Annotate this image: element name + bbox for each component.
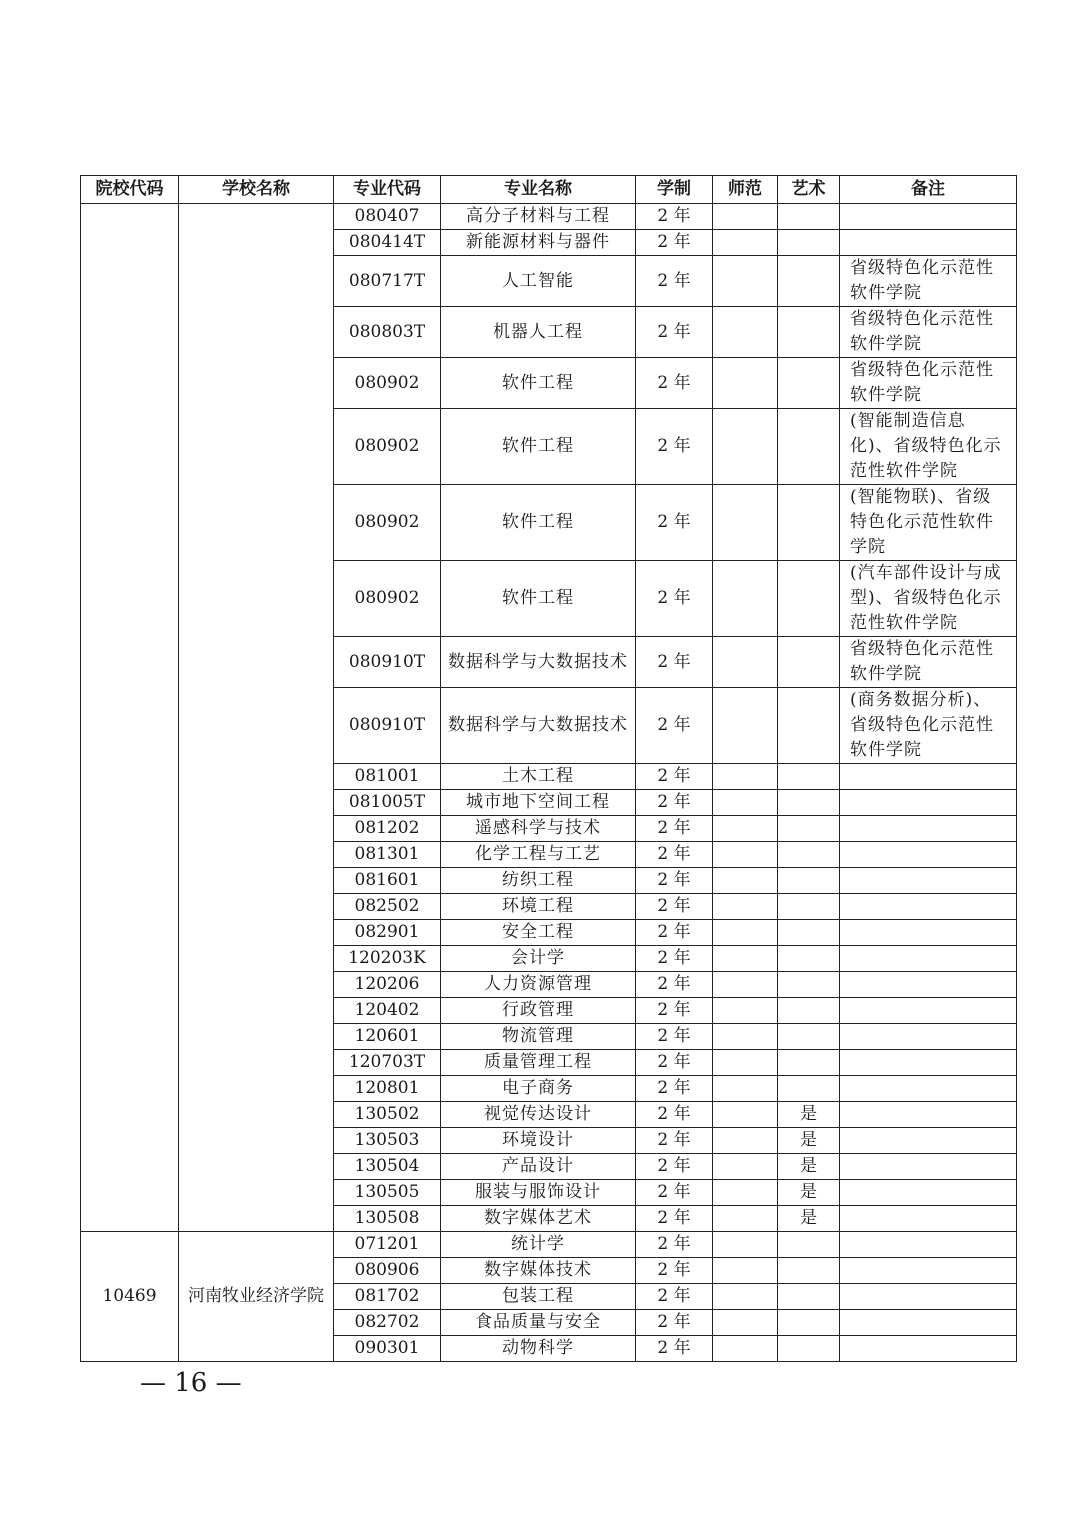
note-cell xyxy=(840,1336,1017,1362)
major-name-cell: 环境设计 xyxy=(441,1128,636,1154)
page-number: — 16 — xyxy=(140,1368,242,1398)
major-code-cell: 071201 xyxy=(334,1232,441,1258)
duration-cell: 2 年 xyxy=(636,998,713,1024)
major-name-cell: 质量管理工程 xyxy=(441,1050,636,1076)
note-cell xyxy=(840,842,1017,868)
art-cell xyxy=(778,998,840,1024)
note-cell: (智能制造信息化)、省级特色化示范性软件学院 xyxy=(840,409,1017,485)
duration-cell: 2 年 xyxy=(636,1024,713,1050)
header-school-name: 学校名称 xyxy=(179,176,334,204)
normal-cell xyxy=(713,1154,778,1180)
major-name-cell: 数据科学与大数据技术 xyxy=(441,688,636,764)
art-cell xyxy=(778,230,840,256)
duration-cell: 2 年 xyxy=(636,1232,713,1258)
normal-cell xyxy=(713,1336,778,1362)
major-name-cell: 人力资源管理 xyxy=(441,972,636,998)
duration-cell: 2 年 xyxy=(636,868,713,894)
major-code-cell: 081005T xyxy=(334,790,441,816)
major-code-cell: 082901 xyxy=(334,920,441,946)
art-cell xyxy=(778,485,840,561)
duration-cell: 2 年 xyxy=(636,204,713,230)
normal-cell xyxy=(713,230,778,256)
duration-cell: 2 年 xyxy=(636,920,713,946)
art-cell xyxy=(778,358,840,409)
note-cell xyxy=(840,1232,1017,1258)
major-name-cell: 软件工程 xyxy=(441,409,636,485)
note-cell: (商务数据分析)、省级特色化示范性软件学院 xyxy=(840,688,1017,764)
normal-cell xyxy=(713,256,778,307)
art-cell: 是 xyxy=(778,1128,840,1154)
major-code-cell: 120402 xyxy=(334,998,441,1024)
major-code-cell: 080414T xyxy=(334,230,441,256)
header-normal: 师范 xyxy=(713,176,778,204)
header-art: 艺术 xyxy=(778,176,840,204)
normal-cell xyxy=(713,764,778,790)
duration-cell: 2 年 xyxy=(636,358,713,409)
major-code-cell: 080902 xyxy=(334,561,441,637)
major-code-cell: 080902 xyxy=(334,409,441,485)
normal-cell xyxy=(713,485,778,561)
normal-cell xyxy=(713,894,778,920)
major-name-cell: 数字媒体艺术 xyxy=(441,1206,636,1232)
duration-cell: 2 年 xyxy=(636,409,713,485)
duration-cell: 2 年 xyxy=(636,1128,713,1154)
major-code-cell: 081601 xyxy=(334,868,441,894)
major-name-cell: 化学工程与工艺 xyxy=(441,842,636,868)
normal-cell xyxy=(713,1258,778,1284)
major-code-cell: 130503 xyxy=(334,1128,441,1154)
major-code-cell: 120206 xyxy=(334,972,441,998)
majors-table xyxy=(80,175,1017,1362)
major-code-cell: 082702 xyxy=(334,1310,441,1336)
art-cell xyxy=(778,688,840,764)
normal-cell xyxy=(713,998,778,1024)
major-code-cell: 120601 xyxy=(334,1024,441,1050)
duration-cell: 2 年 xyxy=(636,1284,713,1310)
major-code-cell: 130504 xyxy=(334,1154,441,1180)
major-code-cell: 120203K xyxy=(334,946,441,972)
major-code-cell: 080407 xyxy=(334,204,441,230)
note-cell: (智能物联)、省级特色化示范性软件学院 xyxy=(840,485,1017,561)
major-name-cell: 会计学 xyxy=(441,946,636,972)
art-cell xyxy=(778,842,840,868)
major-code-cell: 081702 xyxy=(334,1284,441,1310)
duration-cell: 2 年 xyxy=(636,637,713,688)
header-duration: 学制 xyxy=(636,176,713,204)
art-cell xyxy=(778,1050,840,1076)
art-cell: 是 xyxy=(778,1180,840,1206)
art-cell: 是 xyxy=(778,1154,840,1180)
art-cell xyxy=(778,561,840,637)
normal-cell xyxy=(713,1102,778,1128)
school-code-cell xyxy=(81,204,179,1232)
normal-cell xyxy=(713,1076,778,1102)
normal-cell xyxy=(713,946,778,972)
note-cell xyxy=(840,972,1017,998)
major-name-cell: 高分子材料与工程 xyxy=(441,204,636,230)
note-cell xyxy=(840,1154,1017,1180)
duration-cell: 2 年 xyxy=(636,1310,713,1336)
table-header-row xyxy=(81,176,1017,204)
major-name-cell: 物流管理 xyxy=(441,1024,636,1050)
major-code-cell: 080910T xyxy=(334,637,441,688)
note-cell xyxy=(840,1284,1017,1310)
normal-cell xyxy=(713,409,778,485)
major-name-cell: 食品质量与安全 xyxy=(441,1310,636,1336)
duration-cell: 2 年 xyxy=(636,1076,713,1102)
major-name-cell: 软件工程 xyxy=(441,561,636,637)
note-cell xyxy=(840,1206,1017,1232)
major-code-cell: 130502 xyxy=(334,1102,441,1128)
normal-cell xyxy=(713,637,778,688)
note-cell xyxy=(840,998,1017,1024)
note-cell xyxy=(840,920,1017,946)
major-code-cell: 120801 xyxy=(334,1076,441,1102)
note-cell xyxy=(840,1180,1017,1206)
major-name-cell: 新能源材料与器件 xyxy=(441,230,636,256)
note-cell xyxy=(840,1024,1017,1050)
art-cell xyxy=(778,204,840,230)
note-cell: 省级特色化示范性软件学院 xyxy=(840,358,1017,409)
major-name-cell: 人工智能 xyxy=(441,256,636,307)
duration-cell: 2 年 xyxy=(636,972,713,998)
art-cell xyxy=(778,1076,840,1102)
art-cell xyxy=(778,790,840,816)
school-code-cell: 10469 xyxy=(81,1232,179,1362)
duration-cell: 2 年 xyxy=(636,894,713,920)
duration-cell: 2 年 xyxy=(636,688,713,764)
major-name-cell: 城市地下空间工程 xyxy=(441,790,636,816)
major-name-cell: 行政管理 xyxy=(441,998,636,1024)
note-cell xyxy=(840,204,1017,230)
normal-cell xyxy=(713,204,778,230)
note-cell xyxy=(840,1076,1017,1102)
duration-cell: 2 年 xyxy=(636,1050,713,1076)
duration-cell: 2 年 xyxy=(636,816,713,842)
art-cell xyxy=(778,1232,840,1258)
note-cell xyxy=(840,946,1017,972)
note-cell: 省级特色化示范性软件学院 xyxy=(840,637,1017,688)
note-cell: 省级特色化示范性软件学院 xyxy=(840,256,1017,307)
major-name-cell: 电子商务 xyxy=(441,1076,636,1102)
header-major-name: 专业名称 xyxy=(441,176,636,204)
normal-cell xyxy=(713,920,778,946)
normal-cell xyxy=(713,307,778,358)
art-cell xyxy=(778,816,840,842)
duration-cell: 2 年 xyxy=(636,1102,713,1128)
duration-cell: 2 年 xyxy=(636,1336,713,1362)
duration-cell: 2 年 xyxy=(636,1180,713,1206)
normal-cell xyxy=(713,790,778,816)
duration-cell: 2 年 xyxy=(636,1206,713,1232)
major-code-cell: 130505 xyxy=(334,1180,441,1206)
note-cell xyxy=(840,816,1017,842)
major-code-cell: 120703T xyxy=(334,1050,441,1076)
normal-cell xyxy=(713,1232,778,1258)
school-name-cell xyxy=(179,204,334,1232)
art-cell xyxy=(778,637,840,688)
major-code-cell: 081301 xyxy=(334,842,441,868)
major-name-cell: 环境工程 xyxy=(441,894,636,920)
major-code-cell: 080910T xyxy=(334,688,441,764)
table-body xyxy=(81,204,1017,1362)
normal-cell xyxy=(713,1128,778,1154)
art-cell xyxy=(778,307,840,358)
table-row xyxy=(81,1232,1017,1258)
normal-cell xyxy=(713,842,778,868)
normal-cell xyxy=(713,1180,778,1206)
duration-cell: 2 年 xyxy=(636,230,713,256)
major-name-cell: 土木工程 xyxy=(441,764,636,790)
major-name-cell: 安全工程 xyxy=(441,920,636,946)
duration-cell: 2 年 xyxy=(636,764,713,790)
duration-cell: 2 年 xyxy=(636,307,713,358)
major-name-cell: 软件工程 xyxy=(441,485,636,561)
art-cell xyxy=(778,1310,840,1336)
duration-cell: 2 年 xyxy=(636,256,713,307)
major-name-cell: 统计学 xyxy=(441,1232,636,1258)
major-name-cell: 纺织工程 xyxy=(441,868,636,894)
art-cell: 是 xyxy=(778,1102,840,1128)
normal-cell xyxy=(713,816,778,842)
header-major-code: 专业代码 xyxy=(334,176,441,204)
major-name-cell: 遥感科学与技术 xyxy=(441,816,636,842)
major-code-cell: 080717T xyxy=(334,256,441,307)
normal-cell xyxy=(713,1206,778,1232)
normal-cell xyxy=(713,561,778,637)
note-cell: 省级特色化示范性软件学院 xyxy=(840,307,1017,358)
note-cell xyxy=(840,868,1017,894)
major-name-cell: 数据科学与大数据技术 xyxy=(441,637,636,688)
major-code-cell: 080803T xyxy=(334,307,441,358)
normal-cell xyxy=(713,358,778,409)
art-cell: 是 xyxy=(778,1206,840,1232)
art-cell xyxy=(778,868,840,894)
major-name-cell: 视觉传达设计 xyxy=(441,1102,636,1128)
major-name-cell: 服装与服饰设计 xyxy=(441,1180,636,1206)
major-code-cell: 081202 xyxy=(334,816,441,842)
duration-cell: 2 年 xyxy=(636,561,713,637)
art-cell xyxy=(778,1284,840,1310)
art-cell xyxy=(778,894,840,920)
major-name-cell: 软件工程 xyxy=(441,358,636,409)
header-note: 备注 xyxy=(840,176,1017,204)
art-cell xyxy=(778,972,840,998)
art-cell xyxy=(778,946,840,972)
major-code-cell: 080906 xyxy=(334,1258,441,1284)
normal-cell xyxy=(713,1024,778,1050)
art-cell xyxy=(778,1258,840,1284)
major-code-cell: 082502 xyxy=(334,894,441,920)
duration-cell: 2 年 xyxy=(636,1258,713,1284)
major-code-cell: 081001 xyxy=(334,764,441,790)
major-name-cell: 动物科学 xyxy=(441,1336,636,1362)
art-cell xyxy=(778,764,840,790)
major-code-cell: 080902 xyxy=(334,485,441,561)
duration-cell: 2 年 xyxy=(636,1154,713,1180)
major-code-cell: 080902 xyxy=(334,358,441,409)
normal-cell xyxy=(713,688,778,764)
art-cell xyxy=(778,256,840,307)
normal-cell xyxy=(713,868,778,894)
major-name-cell: 产品设计 xyxy=(441,1154,636,1180)
table-row xyxy=(81,204,1017,230)
major-name-cell: 机器人工程 xyxy=(441,307,636,358)
art-cell xyxy=(778,920,840,946)
note-cell xyxy=(840,1310,1017,1336)
note-cell xyxy=(840,230,1017,256)
duration-cell: 2 年 xyxy=(636,790,713,816)
note-cell xyxy=(840,1258,1017,1284)
header-school-code: 院校代码 xyxy=(81,176,179,204)
note-cell xyxy=(840,894,1017,920)
note-cell xyxy=(840,764,1017,790)
note-cell: (汽车部件设计与成型)、省级特色化示范性软件学院 xyxy=(840,561,1017,637)
duration-cell: 2 年 xyxy=(636,842,713,868)
major-code-cell: 130508 xyxy=(334,1206,441,1232)
art-cell xyxy=(778,1024,840,1050)
art-cell xyxy=(778,409,840,485)
duration-cell: 2 年 xyxy=(636,485,713,561)
art-cell xyxy=(778,1336,840,1362)
note-cell xyxy=(840,1128,1017,1154)
major-code-cell: 090301 xyxy=(334,1336,441,1362)
note-cell xyxy=(840,790,1017,816)
major-name-cell: 包装工程 xyxy=(441,1284,636,1310)
major-name-cell: 数字媒体技术 xyxy=(441,1258,636,1284)
note-cell xyxy=(840,1050,1017,1076)
school-name-cell: 河南牧业经济学院 xyxy=(179,1232,334,1362)
normal-cell xyxy=(713,1310,778,1336)
normal-cell xyxy=(713,1284,778,1310)
normal-cell xyxy=(713,972,778,998)
normal-cell xyxy=(713,1050,778,1076)
note-cell xyxy=(840,1102,1017,1128)
duration-cell: 2 年 xyxy=(636,946,713,972)
